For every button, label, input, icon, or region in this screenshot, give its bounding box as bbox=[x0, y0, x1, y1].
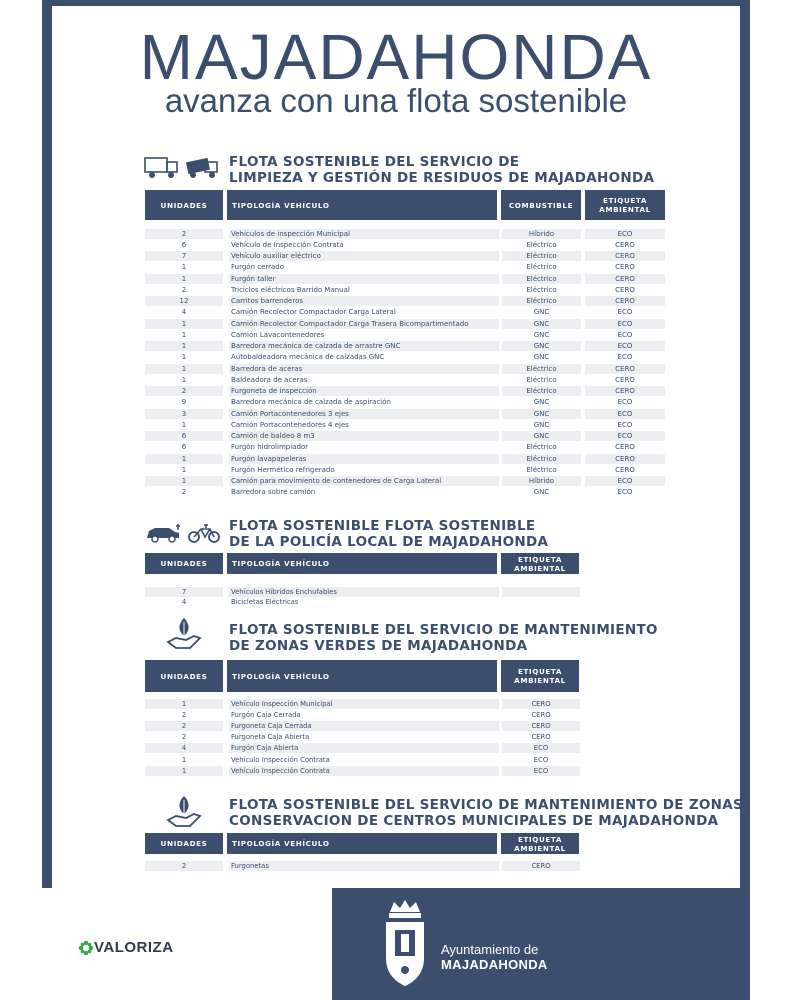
units-cell: 2 bbox=[181, 733, 187, 742]
label-cell: CERO bbox=[531, 733, 551, 742]
fuel-cell: GNC bbox=[533, 330, 550, 339]
fuel-cell: Eléctrico bbox=[502, 454, 581, 464]
type-cell: Camión Lavacontenedores bbox=[231, 330, 325, 339]
label-cell: ECO bbox=[617, 353, 633, 362]
type-cell: Camión Portacontenedores 3 ejes bbox=[229, 409, 499, 419]
fuel-cell: Híbrido bbox=[502, 476, 581, 486]
type-cell: Vehículo auxiliar eléctrico bbox=[229, 251, 499, 261]
units-cell: 1 bbox=[181, 465, 187, 474]
label-cell bbox=[502, 597, 580, 607]
label-cell: CERO bbox=[615, 375, 635, 384]
type-cell: Camión Portacontenedores 4 ejes bbox=[231, 420, 349, 429]
units-cell: 1 bbox=[145, 274, 223, 284]
header-type: TIPOLOGÍA VEHÍCULO bbox=[227, 660, 497, 692]
fuel-cell: Eléctrico bbox=[502, 251, 581, 261]
fuel-cell: Eléctrico bbox=[526, 285, 557, 294]
label-cell: ECO bbox=[585, 229, 665, 239]
label-cell: ECO bbox=[585, 409, 665, 419]
label-cell: ECO bbox=[533, 755, 549, 764]
section4-heading-line1: FLOTA SOSTENIBLE DEL SERVICIO DE MANTENIMIENTO DE ZONAS bbox=[229, 797, 744, 813]
left-border bbox=[42, 0, 52, 1000]
fuel-cell: GNC bbox=[502, 431, 581, 441]
type-cell: Vehículo Inspección Contrata bbox=[229, 766, 499, 776]
fuel-cell: GNC bbox=[533, 420, 550, 429]
units-cell: 2 bbox=[181, 285, 187, 294]
fuel-cell: Eléctrico bbox=[502, 364, 581, 374]
units-cell: 9 bbox=[181, 398, 187, 407]
units-cell: 4 bbox=[145, 743, 223, 753]
units-cell: 1 bbox=[181, 263, 187, 272]
fuel-cell: Eléctrico bbox=[526, 263, 557, 272]
valoriza-logo-text: VALORIZA bbox=[94, 939, 174, 956]
type-cell: Camión de baldeo 8 m3 bbox=[229, 431, 499, 441]
label-cell: CERO bbox=[585, 386, 665, 396]
label-cell: ECO bbox=[502, 766, 580, 776]
type-cell: Furgón Hermético refrigerado bbox=[231, 465, 335, 474]
fuel-cell: GNC bbox=[502, 341, 581, 351]
type-cell: Barredora mecánica de calzada de arrastre GNC bbox=[229, 341, 499, 351]
hand-leaf-icon bbox=[166, 794, 202, 830]
fuel-cell: GNC bbox=[502, 319, 581, 329]
header-units: UNIDADES bbox=[145, 660, 223, 692]
fuel-cell: GNC bbox=[533, 398, 550, 407]
type-cell: Triciclos eléctricos Barrido Manual bbox=[231, 285, 350, 294]
top-border bbox=[42, 0, 750, 6]
fuel-cell: Híbrido bbox=[502, 229, 581, 239]
type-cell: Camión Recolector Compactador Carga Lateral bbox=[231, 308, 396, 317]
label-cell: ECO bbox=[617, 330, 633, 339]
label-cell: ECO bbox=[585, 431, 665, 441]
label-cell: CERO bbox=[502, 721, 580, 731]
fuel-cell: Eléctrico bbox=[526, 240, 557, 249]
section4-heading-line2: CONSERVACION DE CENTROS MUNICIPALES DE MAJADAHONDA bbox=[229, 813, 719, 829]
units-cell: 1 bbox=[181, 353, 187, 362]
header-units: UNIDADES bbox=[145, 553, 223, 574]
units-cell: 1 bbox=[145, 454, 223, 464]
type-cell: Furgoneta Caja Abierta bbox=[231, 733, 310, 742]
fuel-cell: GNC bbox=[533, 308, 550, 317]
units-cell: 1 bbox=[181, 755, 187, 764]
type-cell: Barredora sobre camión bbox=[231, 488, 316, 497]
type-cell: Autobaldeadora mecánica de calzadas GNC bbox=[231, 353, 385, 362]
section1-heading-line2: LIMPIEZA Y GESTIÓN DE RESIDUOS DE MAJADAHONDA bbox=[229, 170, 655, 186]
label-cell: CERO bbox=[502, 699, 580, 709]
section1-heading-line1: FLOTA SOSTENIBLE DEL SERVICIO DE bbox=[229, 154, 520, 170]
label-cell: CERO bbox=[615, 285, 635, 294]
units-cell: 1 bbox=[145, 341, 223, 351]
label-cell: ECO bbox=[585, 341, 665, 351]
section3-heading bbox=[229, 622, 658, 654]
label-cell: CERO bbox=[585, 364, 665, 374]
units-cell: 4 bbox=[181, 308, 187, 317]
units-cell: 7 bbox=[145, 587, 223, 597]
type-cell: Furgón Caja Cerrada bbox=[231, 710, 301, 719]
units-cell: 6 bbox=[145, 431, 223, 441]
type-cell: Furgonetas bbox=[229, 861, 499, 871]
type-cell: Camión Recolector Compactador Carga Trasera Bicompartimentado bbox=[229, 319, 499, 329]
header-type: TIPOLOGÍA VEHÍCULO bbox=[227, 553, 497, 574]
fuel-cell: GNC bbox=[533, 488, 550, 497]
type-cell: Vehículos Híbridos Enchufables bbox=[229, 587, 499, 597]
fuel-cell: Eléctrico bbox=[502, 274, 581, 284]
type-cell: Furgón hidrolimpiador bbox=[231, 443, 309, 452]
type-cell: Carritos barrenderos bbox=[229, 296, 499, 306]
ayuntamiento-label: Ayuntamiento de bbox=[441, 942, 539, 957]
page-subtitle: avanza con una flota sostenible bbox=[164, 82, 628, 119]
label-cell: CERO bbox=[615, 465, 635, 474]
label-cell: ECO bbox=[617, 420, 633, 429]
label-cell: ECO bbox=[617, 308, 633, 317]
units-cell: 1 bbox=[145, 364, 223, 374]
units-cell: 1 bbox=[181, 375, 187, 384]
units-cell: 1 bbox=[145, 766, 223, 776]
header-fuel: COMBUSTIBLE bbox=[501, 190, 581, 220]
type-cell: Furgón Caja Abierta bbox=[229, 743, 499, 753]
label-cell: CERO bbox=[585, 296, 665, 306]
units-cell: 1 bbox=[145, 699, 223, 709]
units-cell: 1 bbox=[181, 420, 187, 429]
type-cell: Vehículo Inspección Municipal bbox=[229, 699, 499, 709]
header-type: TIPOLOGÍA VEHÍCULO bbox=[227, 190, 497, 220]
section2-heading-line2: DE LA POLICÍA LOCAL DE MAJADAHONDA bbox=[229, 534, 549, 550]
fuel-cell: Eléctrico bbox=[526, 375, 557, 384]
header-label: ETIQUETA AMBIENTAL bbox=[501, 553, 579, 574]
type-cell: Barredora de aceras bbox=[229, 364, 499, 374]
section3-heading-line2: DE ZONAS VERDES DE MAJADAHONDA bbox=[229, 638, 528, 654]
header-label: ETIQUETA AMBIENTAL bbox=[501, 660, 579, 692]
fuel-cell: GNC bbox=[502, 409, 581, 419]
label-cell bbox=[502, 587, 580, 597]
label-cell: ECO bbox=[502, 743, 580, 753]
units-cell: 6 bbox=[181, 443, 187, 452]
units-cell: 2 bbox=[145, 721, 223, 731]
label-cell: CERO bbox=[531, 710, 551, 719]
label-cell: ECO bbox=[585, 319, 665, 329]
type-cell: Vehículos de inspección Municipal bbox=[229, 229, 499, 239]
type-cell: Furgoneta Caja Cerrada bbox=[229, 721, 499, 731]
page-title: MAJADAHONDA bbox=[139, 21, 653, 93]
type-cell: Furgón lavapapeleras bbox=[229, 454, 499, 464]
section3-heading-line1: FLOTA SOSTENIBLE DEL SERVICIO DE MANTENIMIENTO bbox=[229, 622, 658, 638]
section1-heading bbox=[229, 154, 654, 186]
units-cell: 1 bbox=[145, 319, 223, 329]
type-cell: Furgón cerrado bbox=[231, 263, 285, 272]
label-cell: ECO bbox=[617, 488, 633, 497]
units-cell: 6 bbox=[181, 240, 187, 249]
header-type: TIPOLOGÍA VEHÍCULO bbox=[227, 833, 497, 854]
label-cell: CERO bbox=[615, 443, 635, 452]
units-cell: 7 bbox=[145, 251, 223, 261]
header-label: ETIQUETA AMBIENTAL bbox=[585, 190, 665, 220]
label-cell: CERO bbox=[615, 263, 635, 272]
type-cell: Vehículo de Inspección Contrata bbox=[231, 240, 344, 249]
fuel-cell: Eléctrico bbox=[526, 465, 557, 474]
label-cell: CERO bbox=[585, 251, 665, 261]
type-cell: Furgón taller bbox=[229, 274, 499, 284]
garbage-truck-icon bbox=[143, 154, 221, 180]
label-cell: ECO bbox=[585, 476, 665, 486]
fuel-cell: GNC bbox=[533, 353, 550, 362]
label-cell: CERO bbox=[615, 240, 635, 249]
majadahonda-label: MAJADAHONDA bbox=[441, 957, 548, 972]
type-cell: Furgoneta de inspección bbox=[229, 386, 499, 396]
fuel-cell: Eléctrico bbox=[502, 296, 581, 306]
section2-heading-line1: FLOTA SOSTENIBLE FLOTA SOSTENIBLE bbox=[229, 518, 536, 534]
coat-of-arms-icon bbox=[380, 898, 430, 990]
right-border bbox=[740, 0, 750, 1000]
units-cell: 2 bbox=[145, 386, 223, 396]
type-cell: Baldeadora de aceras bbox=[231, 375, 308, 384]
units-cell: 2 bbox=[145, 229, 223, 239]
units-cell: 1 bbox=[145, 476, 223, 486]
type-cell: Bicicletas Eléctricas bbox=[231, 598, 299, 606]
label-cell: ECO bbox=[617, 398, 633, 407]
units-cell: 4 bbox=[181, 598, 187, 606]
units-cell: 2 bbox=[181, 710, 187, 719]
fuel-cell: Eléctrico bbox=[526, 443, 557, 452]
type-cell: Camión para movimiento de contenedores de Carga Lateral bbox=[229, 476, 499, 486]
label-cell: CERO bbox=[585, 454, 665, 464]
section4-heading bbox=[229, 797, 743, 829]
units-cell: 3 bbox=[145, 409, 223, 419]
units-cell: 12 bbox=[145, 296, 223, 306]
label-cell: CERO bbox=[585, 274, 665, 284]
units-cell: 1 bbox=[181, 330, 187, 339]
fuel-cell: Eléctrico bbox=[502, 386, 581, 396]
type-cell: Vehículo Inspección Contrata bbox=[231, 755, 330, 764]
header-label: ETIQUETA AMBIENTAL bbox=[501, 833, 579, 854]
car-bicycle-icon bbox=[145, 520, 221, 544]
type-cell: Barredora mecánica de calzada de aspiración bbox=[231, 398, 391, 407]
units-cell: 2 bbox=[181, 488, 187, 497]
valoriza-logo-icon bbox=[78, 940, 94, 956]
hand-leaf-icon bbox=[166, 616, 202, 652]
label-cell: CERO bbox=[502, 861, 580, 871]
section2-heading bbox=[229, 518, 548, 550]
header-units: UNIDADES bbox=[145, 833, 223, 854]
units-cell: 2 bbox=[145, 861, 223, 871]
header-units: UNIDADES bbox=[145, 190, 223, 220]
